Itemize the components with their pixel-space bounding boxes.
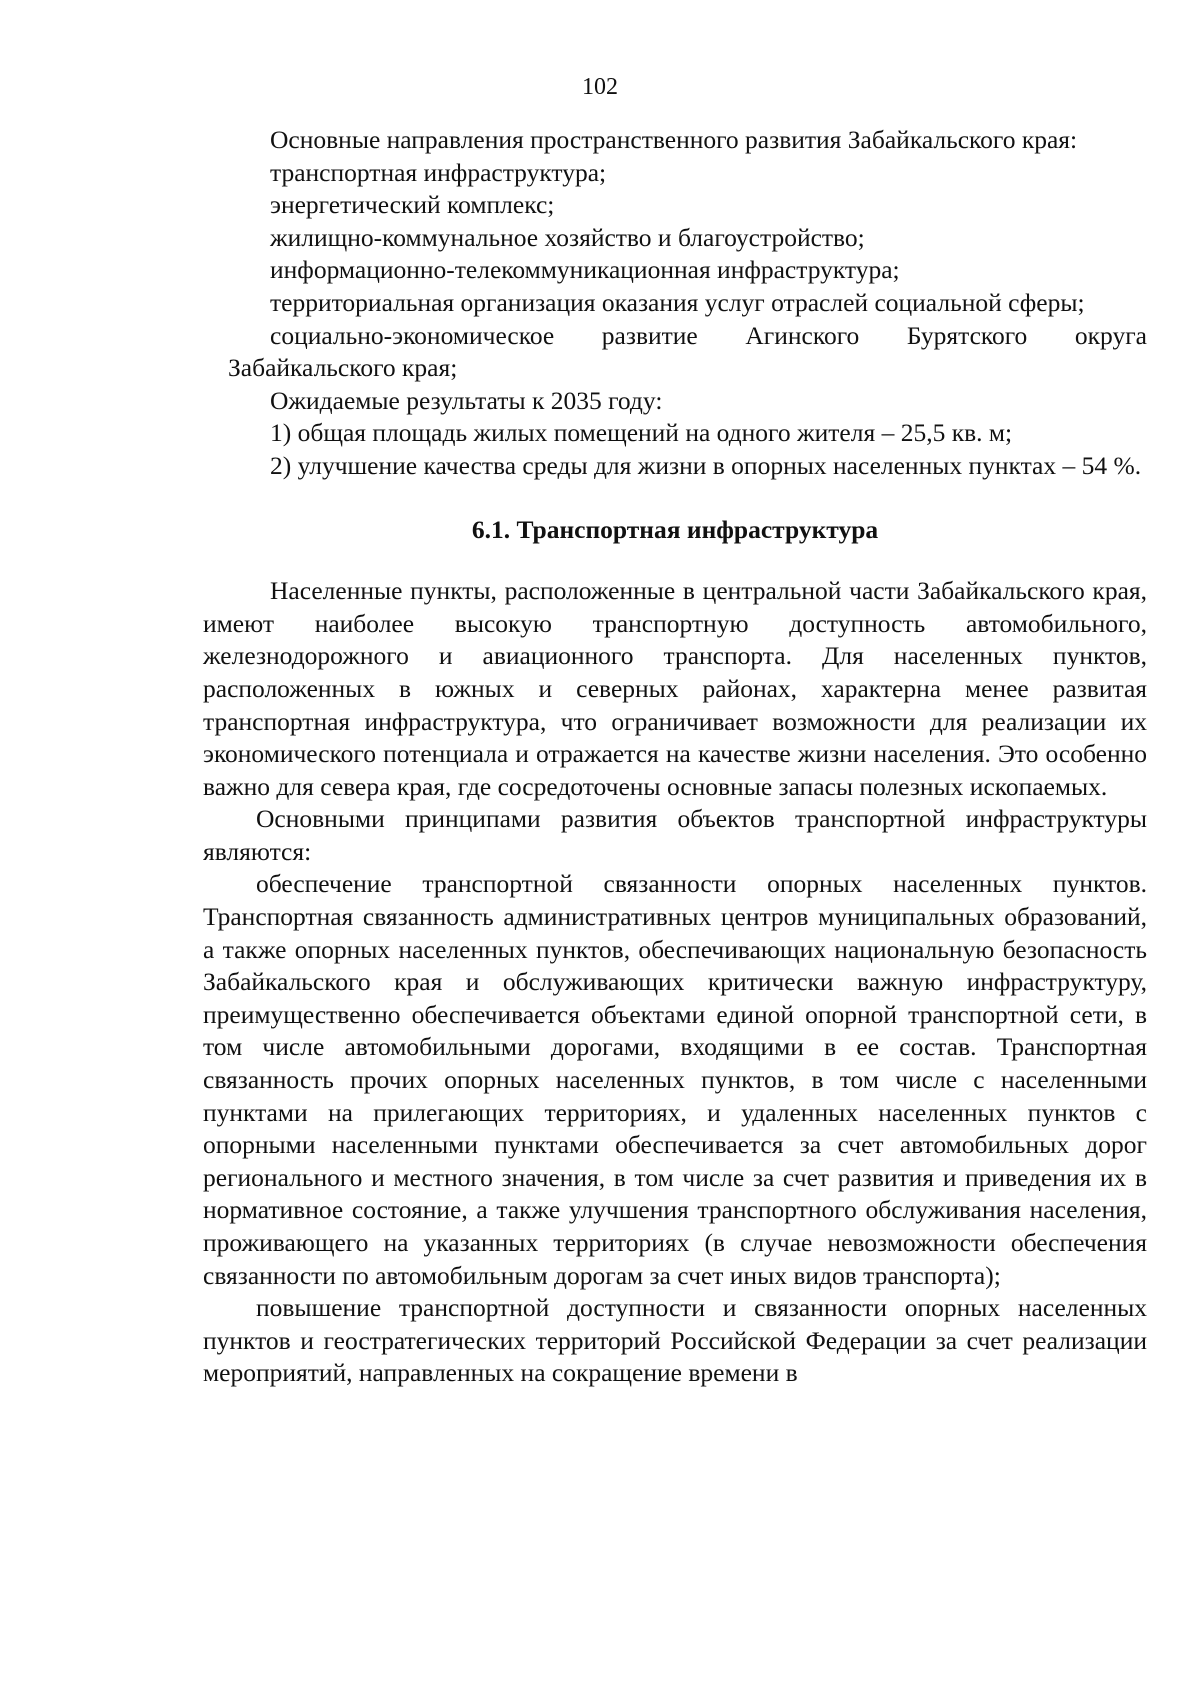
direction-item: территориальная организация оказания услуг отраслей социальной сферы;	[270, 287, 1085, 317]
result-item: 1) общая площадь жилых помещений на одного жителя – 25,5 кв. м;	[270, 418, 1013, 448]
direction-item: транспортная инфраструктура;	[270, 157, 607, 187]
section-title: 6.1. Транспортная инфраструктура	[471, 514, 879, 544]
body-paragraph: обеспечение транспортной связанности опорных населенных пунктов. Транспортная связанность административных центров муниципальных образований, а также опорных населенных пунктов, обеспечивающих национальную безопасность Забайкальского края и обслуживающих критически важную инфраструктуру, преимущественно обеспечивается объектами единой опорной транспортной сети, в том числе автомобильными дорогами, входящими в ее состав. Транспортная связанность прочих опорных населенных пунктов, в том числе с населенными пунктами на прилегающих территориях, и удаленных населенных пунктов с опорными населенными пунктами обеспечивается за счет автомобильных дорог регионального и местного значения, в том числе за счет развития и приведения их в нормативное состояние, а также улучшения транспортного обслуживания населения, проживающего на указанных территориях (в случае невозможности обеспечения связанности по автомобильным дорогам за счет иных видов транспорта);	[203, 869, 1147, 1290]
results-heading: Ожидаемые результаты к 2035 году:	[270, 385, 663, 415]
body-paragraph: Населенные пункты, расположенные в центральной части Забайкальского края, имеют наиболее высокую транспортную доступность автомобильного, железнодорожного и авиационного транспорта. Для населенных пунктов, расположенных в южных и северных районах, характерна менее развитая транспортная инфраструктура, что ограничивает возможности для реализации их экономического потенциала и отражается на качестве жизни населения. Это особенно важно для севера края, где сосредоточены основные запасы полезных ископаемых.	[203, 576, 1147, 801]
direction-item: информационно-телекоммуникационная инфраструктура;	[270, 255, 900, 285]
document-body	[203, 124, 1147, 1390]
direction-item: жилищно-коммунальное хозяйство и благоустройство;	[270, 222, 865, 252]
directions-heading: Основные направления пространственного развития Забайкальского края:	[270, 125, 1078, 154]
page-number: 102	[582, 74, 618, 100]
direction-item: энергетический комплекс;	[270, 190, 555, 220]
result-item: 2) улучшение качества среды для жизни в опорных населенных пунктах – 54 %.	[270, 450, 1142, 480]
direction-item: социально-экономическое развитие Агинского Бурятского округа Забайкальского края;	[228, 320, 1147, 383]
body-paragraph: повышение транспортной доступности и связанности опорных населенных пунктов и геостратегических территорий Российской Федерации за счет реализации мероприятий, направленных на сокращение времени в	[203, 1293, 1147, 1388]
body-paragraph: Основными принципами развития объектов транспортной инфраструктуры являются:	[203, 804, 1147, 866]
